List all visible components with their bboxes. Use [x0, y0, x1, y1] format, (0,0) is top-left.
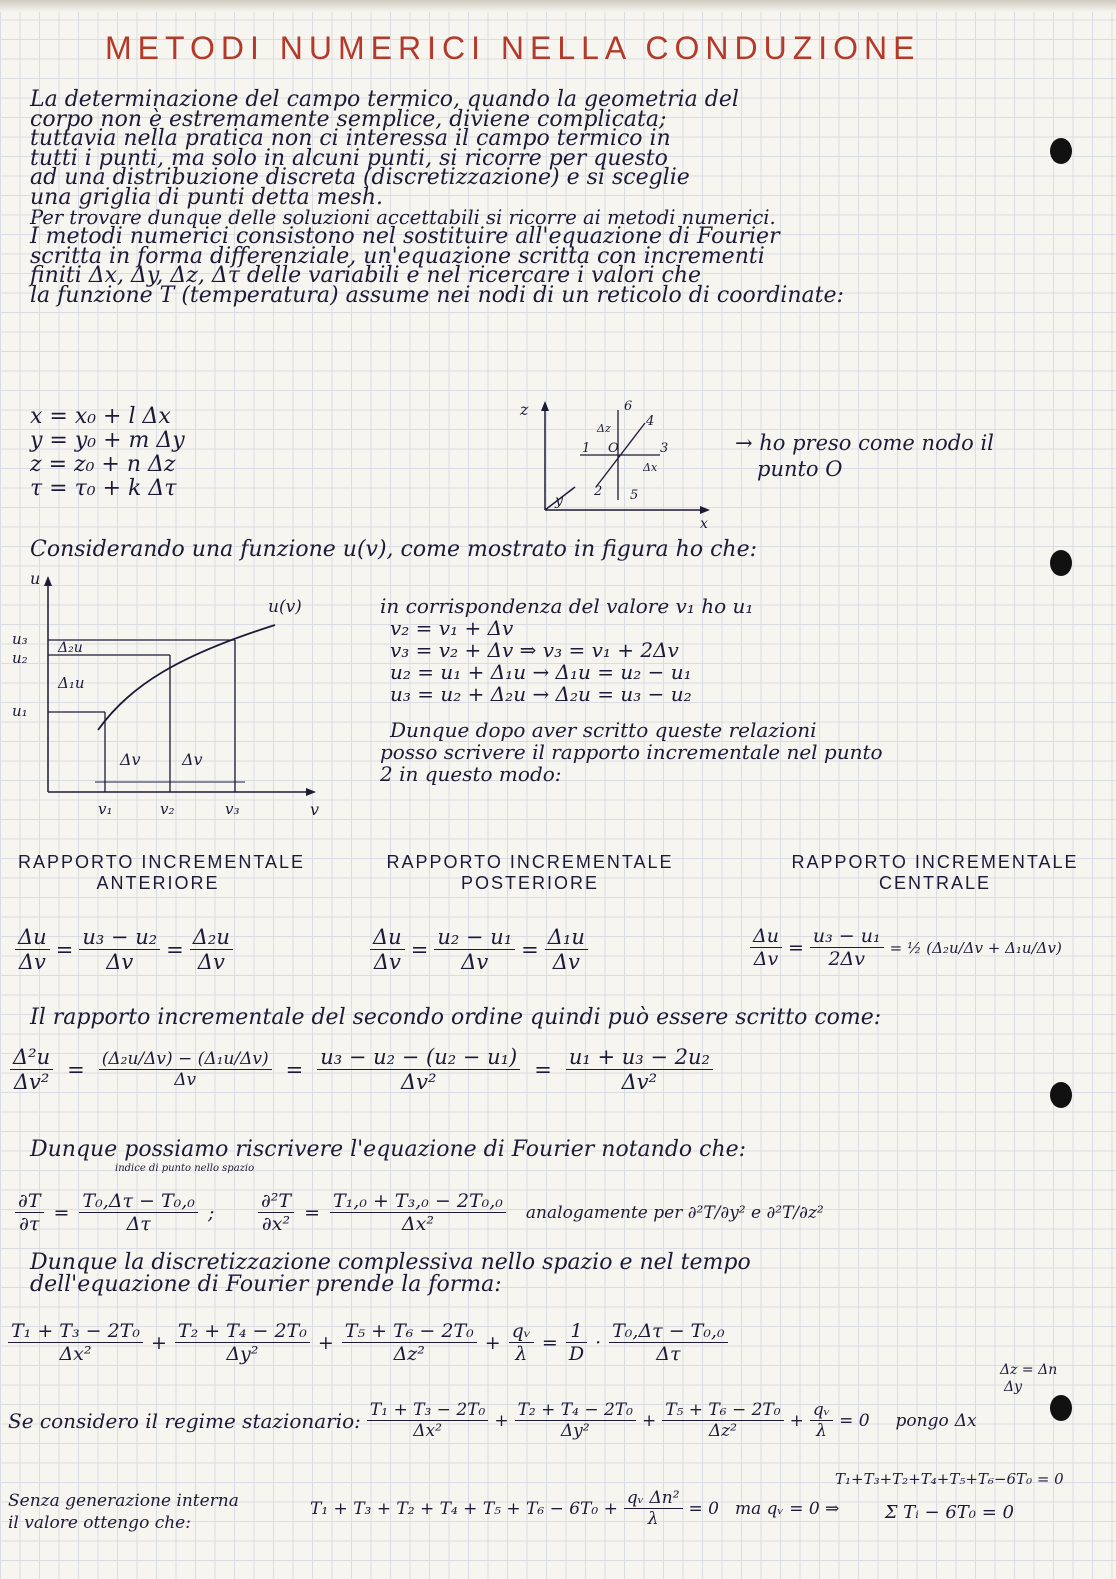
frac-num: Δ²u [10, 1045, 53, 1070]
axis-v-label: v [310, 800, 320, 819]
steady-label: Se considero il regime stazionario: [8, 1408, 361, 1433]
central-average: = ½ (Δ₂u/Δv + Δ₁u/Δv) [889, 938, 1062, 957]
coord-x: x = x₀ + l Δx [30, 404, 171, 429]
binder-hole [1050, 138, 1072, 164]
binder-hole [1050, 1082, 1072, 1108]
coord-y: y = y₀ + m Δy [30, 428, 185, 453]
frac-den: Δv [552, 950, 580, 974]
relation-line: Dunque dopo aver scritto queste relazioni [390, 718, 817, 742]
side-note-line: Δx [954, 1410, 977, 1431]
heading-line: ANTERIORE [96, 873, 220, 893]
frac-num: T₅ + T₆ − 2T₀ [662, 1400, 783, 1421]
frac-num: T₁ + T₃ − 2T₀ [367, 1400, 488, 1421]
intro-line: finiti Δx, Δy, Δz, Δτ delle variabili e nel ricercare i valori che [30, 263, 702, 289]
frac-num: qᵥ Δn² [624, 1488, 683, 1509]
heading-line: POSTERIORE [460, 873, 600, 893]
intro-paragraph [30, 87, 844, 308]
frac-den: ∂τ [19, 1213, 40, 1235]
frac-den: Δv [753, 948, 779, 970]
side-note [1000, 1362, 1057, 1396]
v1-label: v₁ [98, 800, 113, 818]
page-title: METODI NUMERICI NELLA CONDUZIONE [105, 30, 921, 66]
heading-line: RAPPORTO INCREMENTALE [791, 852, 1079, 872]
frac-num: u₃ − u₁ [810, 925, 884, 948]
frac-num: (Δ₂u/Δv) − (Δ₁u/Δv) [99, 1049, 272, 1070]
result-line: T₁+T₃+T₂+T₄+T₅+T₆−6T₀ = 0 [835, 1470, 1064, 1488]
binder-hole [1050, 550, 1072, 576]
frac-den: Δτ [126, 1213, 151, 1235]
frac-num: T₀,Δτ − T₀,₀ [79, 1190, 198, 1213]
frac-num: T₀,Δτ − T₀,₀ [609, 1320, 728, 1343]
node-o-label: O [608, 441, 619, 456]
intro-line: ad una distribuzione discreta (discretizzazione) e si sceglie [30, 165, 690, 191]
frac-den: λ [816, 1421, 827, 1441]
frac-den: Δτ [656, 1343, 681, 1365]
frac-num: T₂ + T₄ − 2T₀ [175, 1320, 310, 1343]
u3-label: u₃ [12, 630, 28, 648]
frac-num: Δu [370, 925, 405, 950]
intro-line: La determinazione del campo termico, quando la geometria del [30, 87, 739, 112]
final-sum: T₁ + T₃ + T₂ + T₄ + T₅ + T₆ − 6T₀ + [310, 1498, 618, 1519]
frac-den: Δx² [401, 1213, 434, 1235]
relation-line: posso scrivere il rapporto incrementale nel punto [380, 740, 883, 764]
intro-line: tuttavia nella pratica non ci interessa il campo termico in [30, 126, 671, 152]
intro-line: una griglia di punti detta mesh. [30, 184, 383, 210]
axis-u-label: u [30, 570, 41, 588]
delta1-u-label: Δ₁u [58, 674, 85, 692]
heading-posterior [355, 852, 705, 894]
frac-num: Δu [750, 925, 782, 948]
second-order-line: Il rapporto incrementale del secondo ordine quindi può essere scritto come: [30, 1005, 882, 1030]
relation-line: u₃ = u₂ + Δ₂u → Δ₂u = u₃ − u₂ [390, 682, 692, 706]
fourier-note: indice di punto nello spazio [115, 1163, 255, 1174]
mesh-node-diagram [500, 395, 720, 535]
discretization-text [30, 1252, 751, 1296]
note-line: il valore ottengo che: [8, 1513, 191, 1533]
frac-den: Δv² [621, 1070, 658, 1094]
discretization-line: Dunque la discretizzazione complessiva nello spazio e nel tempo [30, 1250, 751, 1275]
heading-line: RAPPORTO INCREMENTALE [18, 852, 306, 872]
function-graph [10, 570, 340, 825]
heading-line: CENTRALE [878, 873, 992, 893]
analog-note: analogamente per ∂²T/∂y² e ∂²T/∂z² [525, 1202, 824, 1223]
relation-line: v₂ = v₁ + Δv [390, 616, 514, 640]
heading-line: RAPPORTO INCREMENTALE [386, 852, 674, 872]
frac-den: Δz² [393, 1343, 425, 1365]
node-2-label: 2 [594, 484, 603, 499]
second-order-formula: $\frac{\text{Δ²u}}{\text{Δv²}}$ = $\frac{\text{(Δ₂u/Δv) − (Δ₁u/Δv)}}{\Delta v}$ = $\frac{\text{u₃ − u₂ − (u₂ − u₁)}}{\text{Δv²}}$ = $\frac{\text{u₁ + u₃ − 2u₂}}{\text{Δv²}}$ [10, 1045, 713, 1094]
coord-z: z = z₀ + n Δz [30, 452, 176, 477]
frac-den: D [568, 1343, 585, 1365]
frac-num: u₁ + u₃ − 2u₂ [566, 1045, 713, 1070]
consider-line: Considerando una funzione u(v), come mostrato in figura ho che: [30, 537, 757, 562]
pongo-label: pongo [895, 1410, 949, 1431]
coord-tau: τ = τ₀ + k Δτ [30, 476, 177, 501]
final-result [835, 1462, 1064, 1530]
frac-den: Δx² [59, 1343, 92, 1365]
frac-den: Δx² [413, 1421, 442, 1441]
u2-label: u₂ [12, 649, 28, 667]
axis-y-label: y [555, 493, 563, 509]
frac-num: Δ₁u [545, 925, 588, 950]
function-label: u(v) [268, 597, 302, 617]
intro-line: I metodi numerici consistono nel sostituire all'equazione di Fourier [30, 224, 780, 250]
ratio-central: $\frac{\Delta u}{\Delta v}$ = $\frac{\text{u₃ − u₁}}{2\Delta v}$ = ½ (Δ₂u/Δv + Δ₁u/Δv) [750, 925, 1062, 970]
no-generation-note [8, 1490, 239, 1534]
node-6-label: 6 [624, 399, 633, 414]
fourier-line: Dunque possiamo riscrivere l'equazione di Fourier notando che: [30, 1137, 747, 1162]
v2-label: v₂ [160, 800, 175, 818]
frac-num: u₂ − u₁ [434, 925, 515, 950]
intro-line: la funzione T (temperatura) assume nei nodi di un reticolo di coordinate: [30, 282, 844, 308]
ratio-anterior: $\frac{\Delta u}{\Delta v}$ = $\frac{\text{u₃ − u₂}}{\Delta v}$ = $\frac{\text{Δ₂u}}{\Delta v}$ [15, 925, 233, 974]
discretization-line: dell'equazione di Fourier prende la forma: [30, 1272, 502, 1297]
binder-hole [1050, 1395, 1072, 1421]
frac-den: Δv [373, 950, 401, 974]
frac-den: Δv [106, 950, 134, 974]
relations-block [380, 595, 883, 785]
relation-line: in corrispondenza del valore v₁ ho u₁ [380, 594, 754, 618]
relation-line: v₃ = v₂ + Δv ⇒ v₃ = v₁ + 2Δv [390, 638, 679, 662]
frac-den: Δy² [560, 1421, 590, 1441]
frac-den: Δz² [708, 1421, 737, 1441]
intro-line: scritta in forma differenziale, un'equazione scritta con incrementi [30, 243, 765, 269]
condition: ma qᵥ = 0 ⇒ [735, 1498, 840, 1519]
frac-num: ∂T [15, 1190, 44, 1213]
node-3-label: 3 [660, 441, 669, 456]
full-discrete-equation: $\frac{\text{T₁ + T₃ − 2T₀}}{\text{Δx²}}$ + $\frac{\text{T₂ + T₄ − 2T₀}}{\text{Δy²}}$ + $\frac{\text{T₅ + T₆ − 2T₀}}{\text{Δz²}}$ + $\frac{\text{qᵥ}}{\lambda}$ = $\frac{1}{D}$ · $\frac{\text{T₀,Δτ − T₀,₀}}{\Delta\tau}$ [8, 1320, 728, 1365]
mesh-note-line: → ho preso come nodo il [735, 431, 994, 455]
result-sum: Σ Tᵢ − 6T₀ = 0 [884, 1502, 1014, 1523]
frac-num: qᵥ [810, 1400, 833, 1421]
frac-num: T₁ + T₃ − 2T₀ [8, 1320, 143, 1343]
v3-label: v₃ [225, 800, 240, 818]
frac-den: 2Δv [828, 948, 866, 970]
intro-line: corpo non è estremamente semplice, diviene complicata; [30, 106, 667, 132]
intro-line: Per trovare dunque delle soluzioni accettabili si ricorre ai metodi numerici. [30, 205, 776, 229]
node-1-label: 1 [582, 441, 591, 456]
frac-num: ∂²T [258, 1190, 294, 1213]
frac-num: qᵥ [509, 1320, 534, 1343]
steady-state-equation: Se considero il regime stazionario: $\frac{\text{T₁ + T₃ − 2T₀}}{\text{Δx²}}$ + $\frac{\text{T₂ + T₄ − 2T₀}}{\text{Δy²}}$ + $\frac{\text{T₅ + T₆ − 2T₀}}{\text{Δz²}}$ + $\frac{\text{qᵥ}}{\lambda}$ = 0 pongo Δx [8, 1400, 977, 1441]
intro-line: tutti i punti, ma solo in alcuni punti, si ricorre per questo [30, 145, 668, 171]
frac-num: 1 [566, 1320, 587, 1343]
frac-den: Δv [461, 950, 489, 974]
u1-label: u₁ [12, 702, 28, 720]
frac-num: Δu [15, 925, 50, 950]
frac-den: λ [647, 1509, 659, 1529]
mesh-note [735, 430, 994, 482]
frac-den: λ [515, 1343, 528, 1365]
heading-anterior [18, 852, 306, 894]
node-5-label: 5 [630, 488, 639, 503]
coordinate-definitions [30, 405, 185, 501]
frac-num: T₁,₀ + T₃,₀ − 2T₀,₀ [330, 1190, 506, 1213]
ratio-posterior: $\frac{\Delta u}{\Delta v}$ = $\frac{\text{u₂ − u₁}}{\Delta v}$ = $\frac{\text{Δ₁u}}{\Delta v}$ [370, 925, 588, 974]
mesh-note-line: punto O [757, 457, 843, 481]
delta-x-label: Δx [643, 461, 658, 474]
equals-zero: = 0 [839, 1410, 870, 1431]
frac-num: T₅ + T₆ − 2T₀ [342, 1320, 477, 1343]
fourier-derivatives: $\frac{\partial T}{\partial\tau}$ = $\frac{\text{T₀,Δτ − T₀,₀}}{\Delta\tau}$ ; $\frac{\text{∂²T}}{\text{∂x²}}$ = $\frac{\text{T₁,₀ + T₃,₀ − 2T₀,₀}}{\text{Δx²}}$ analogamente per ∂²T/∂y² e ∂²T/∂z² [15, 1190, 824, 1235]
frac-den: Δv [174, 1070, 197, 1090]
frac-num: Δ₂u [190, 925, 233, 950]
relation-line: 2 in questo modo: [380, 762, 562, 786]
delta2-u-label: Δ₂u [58, 640, 83, 656]
frac-num: u₃ − u₂ − (u₂ − u₁) [317, 1045, 520, 1070]
axis-z-label: z [520, 400, 529, 419]
frac-den: Δv [18, 950, 46, 974]
frac-den: Δv² [400, 1070, 437, 1094]
page-top-edge [0, 0, 1116, 12]
delta-z-label: Δz [597, 422, 611, 435]
frac-den: Δy² [226, 1343, 259, 1365]
final-equation [310, 1488, 839, 1529]
frac-num: T₂ + T₄ − 2T₀ [515, 1400, 636, 1421]
equals-zero: = 0 [688, 1498, 719, 1519]
side-note-line: Δz = Δn [1000, 1362, 1058, 1378]
relation-line: u₂ = u₁ + Δ₁u → Δ₁u = u₂ − u₁ [390, 660, 692, 684]
frac-num: u₃ − u₂ [79, 925, 160, 950]
side-note-line: Δy [1004, 1379, 1023, 1395]
heading-central [775, 852, 1095, 894]
frac-den: Δv² [13, 1070, 50, 1094]
delta-v2-label: Δv [182, 750, 203, 769]
frac-den: ∂x² [261, 1213, 291, 1235]
note-line: Senza generazione interna [8, 1491, 239, 1511]
node-4-label: 4 [646, 414, 655, 429]
delta-v1-label: Δv [120, 750, 141, 769]
frac-den: Δv [197, 950, 225, 974]
axis-x-label: x [700, 516, 708, 532]
